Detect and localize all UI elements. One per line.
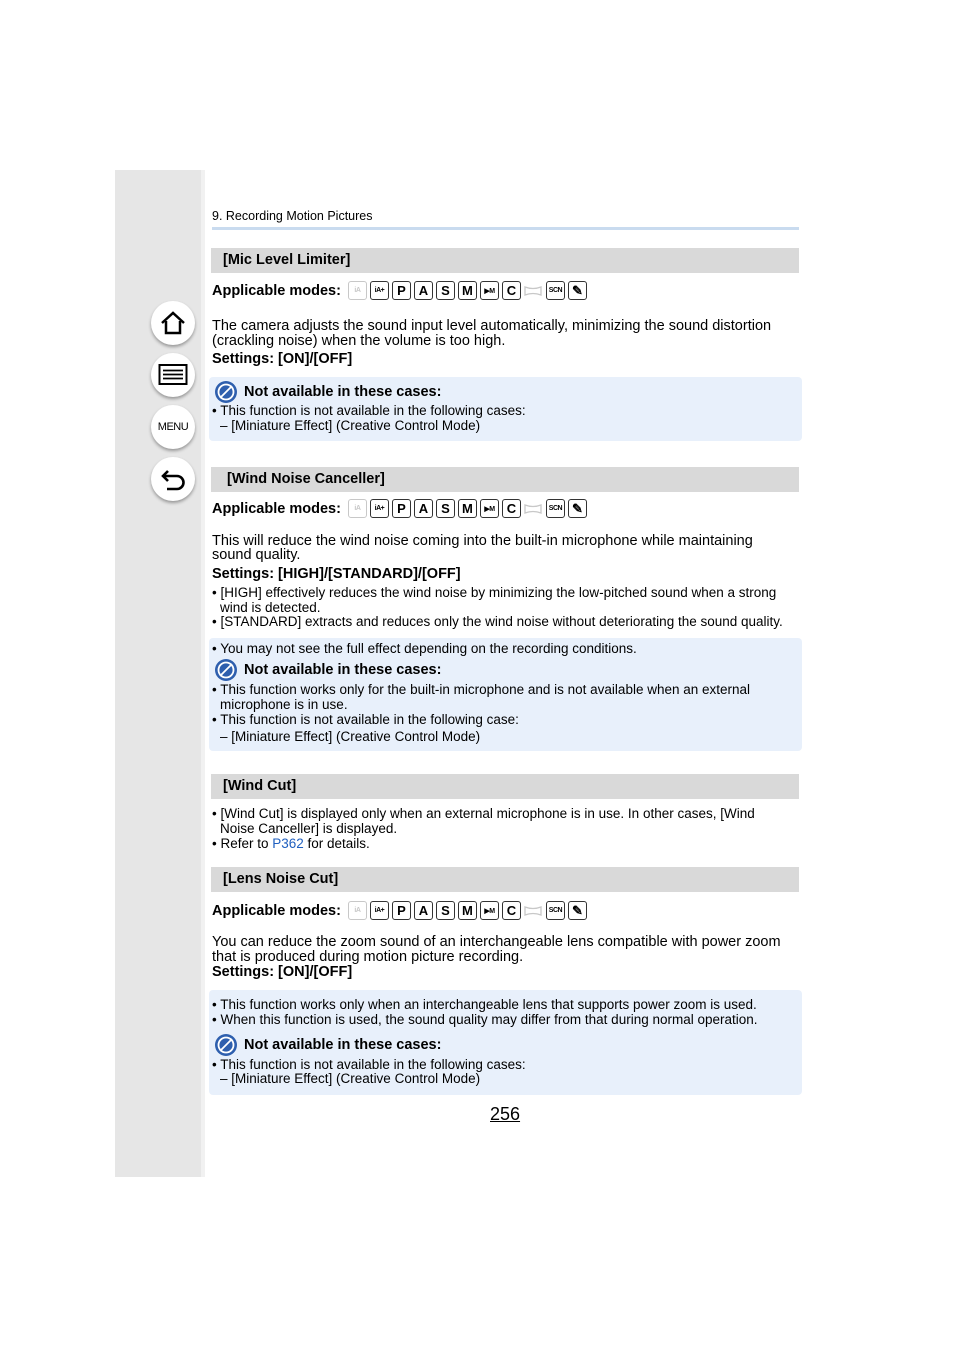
sec4-na-line2: – [Miniature Effect] (Creative Control Mode) <box>220 1071 481 1086</box>
mode-creative-icon: ✎ <box>568 901 587 920</box>
mode-a-icon: A <box>414 499 433 518</box>
not-available-icon <box>214 380 238 404</box>
mode-m-icon: M <box>458 281 477 300</box>
sec4-settings: Settings: [ON]/[OFF] <box>212 964 353 980</box>
mode-panorama-icon <box>524 281 543 300</box>
sec4-not-available-heading <box>214 1033 441 1057</box>
sec3-bullet1-line2: Noise Canceller] is displayed. <box>220 821 398 836</box>
applicable-label: Applicable modes: <box>212 282 341 299</box>
sec1-desc-line2: (crackling noise) when the volume is too high. <box>212 333 506 349</box>
mode-p-icon: P <box>392 281 411 300</box>
mode-a-icon: A <box>414 281 433 300</box>
not-available-title: Not available in these cases: <box>244 1037 442 1053</box>
mode-s-icon: S <box>436 499 455 518</box>
sec4-note1: • This function works only when an interchangeable lens that supports power zoom is used. <box>212 997 757 1012</box>
section-title-lens-noise-cut: [Lens Noise Cut] <box>211 867 799 892</box>
mode-ia-plus-icon: iA+ <box>370 499 389 518</box>
applicable-modes <box>212 901 590 920</box>
sec4-desc-line1: You can reduce the zoom sound of an interchangeable lens compatible with power zoom <box>212 934 781 950</box>
mode-panorama-icon <box>524 499 543 518</box>
applicable-modes <box>212 499 590 518</box>
sec1-na-line2: – [Miniature Effect] (Creative Control Mode) <box>220 418 481 433</box>
mode-ia-icon: iA <box>348 499 367 518</box>
mode-ia-plus-icon: iA+ <box>370 901 389 920</box>
sec4-desc-line2: that is produced during motion picture recording. <box>212 949 524 965</box>
home-button[interactable] <box>151 301 195 345</box>
mode-m-icon: M <box>458 901 477 920</box>
mode-ia-icon: iA <box>348 901 367 920</box>
not-available-title: Not available in these cases: <box>244 662 442 678</box>
menu-label: MENU <box>157 421 189 433</box>
mode-movie-m-icon: ▶M <box>480 499 499 518</box>
mode-movie-m-icon: ▶M <box>480 281 499 300</box>
sec2-bullet2: • [STANDARD] extracts and reduces only the wind noise without deteriorating the sound quality. <box>212 614 783 629</box>
refer-suffix: for details. <box>303 836 370 851</box>
mode-scn-icon: SCN <box>546 901 565 920</box>
sec2-na-line1: • This function works only for the built-in microphone and is not available when an external <box>212 682 751 697</box>
mode-ia-icon: iA <box>348 281 367 300</box>
mode-panorama-icon <box>524 901 543 920</box>
mode-s-icon: S <box>436 281 455 300</box>
chapter-title: 9. Recording Motion Pictures <box>212 209 373 223</box>
sec1-desc-line1: The camera adjusts the sound input level automatically, minimizing the sound distortion <box>212 318 772 334</box>
applicable-label: Applicable modes: <box>212 500 341 517</box>
sec2-not-available-heading <box>214 658 441 682</box>
mode-ia-plus-icon: iA+ <box>370 281 389 300</box>
sec2-na-line4: – [Miniature Effect] (Creative Control Mode) <box>220 729 481 744</box>
mode-c-icon: C <box>502 901 521 920</box>
page-number: 256 <box>490 1104 521 1124</box>
sec3-bullet1-line1: • [Wind Cut] is displayed only when an external microphone is in use. In other cases, [Wind <box>212 806 755 821</box>
sec2-settings: Settings: [HIGH]/[STANDARD]/[OFF] <box>212 566 461 582</box>
home-icon <box>159 309 187 337</box>
mode-p-icon: P <box>392 499 411 518</box>
applicable-modes <box>212 281 590 300</box>
back-arrow-icon <box>159 466 187 492</box>
mode-scn-icon: SCN <box>546 499 565 518</box>
refer-prefix: • Refer to <box>212 836 273 851</box>
mode-creative-icon: ✎ <box>568 499 587 518</box>
sec2-desc-line2: sound quality. <box>212 547 301 563</box>
section-title-wind-noise-canceller: [Wind Noise Canceller] <box>211 467 799 492</box>
sec3-bullet2 <box>212 836 370 851</box>
sec2-na-line2: microphone is in use. <box>220 697 348 712</box>
sec2-desc-line1: This will reduce the wind noise coming into the built-in microphone while maintaining <box>212 533 753 549</box>
sec1-settings: Settings: [ON]/[OFF] <box>212 351 353 367</box>
section-title-wind-cut: [Wind Cut] <box>211 774 799 799</box>
sec2-na-line3: • This function is not available in the following case: <box>212 712 519 727</box>
applicable-label: Applicable modes: <box>212 902 341 919</box>
sec4-na-line1: • This function is not available in the following cases: <box>212 1057 526 1072</box>
page-link-p362[interactable]: P362 <box>272 836 304 851</box>
sidebar-edge <box>201 170 205 1177</box>
mode-c-icon: C <box>502 499 521 518</box>
mode-scn-icon: SCN <box>546 281 565 300</box>
not-available-title: Not available in these cases: <box>244 384 442 400</box>
sec2-bullet1-line2: wind is detected. <box>220 600 321 615</box>
mode-s-icon: S <box>436 901 455 920</box>
back-button[interactable] <box>151 457 195 501</box>
mode-movie-m-icon: ▶M <box>480 901 499 920</box>
mode-p-icon: P <box>392 901 411 920</box>
contents-button[interactable] <box>151 353 195 397</box>
mode-a-icon: A <box>414 901 433 920</box>
sec1-not-available-heading <box>214 380 441 404</box>
section-title-mic-level-limiter: [Mic Level Limiter] <box>211 248 799 273</box>
menu-button[interactable] <box>151 405 195 449</box>
sec1-na-line1: • This function is not available in the following cases: <box>212 403 526 418</box>
sec2-note: • You may not see the full effect depending on the recording conditions. <box>212 641 637 656</box>
mode-m-icon: M <box>458 499 477 518</box>
sec2-bullet1-line1: • [HIGH] effectively reduces the wind noise by minimizing the low-pitched sound when a strong <box>212 585 777 600</box>
mode-creative-icon: ✎ <box>568 281 587 300</box>
mode-c-icon: C <box>502 281 521 300</box>
not-available-icon <box>214 658 238 682</box>
header-rule <box>212 227 799 230</box>
list-icon <box>158 363 188 387</box>
not-available-icon <box>214 1033 238 1057</box>
sec4-note2: • When this function is used, the sound quality may differ from that during normal operation. <box>212 1012 758 1027</box>
